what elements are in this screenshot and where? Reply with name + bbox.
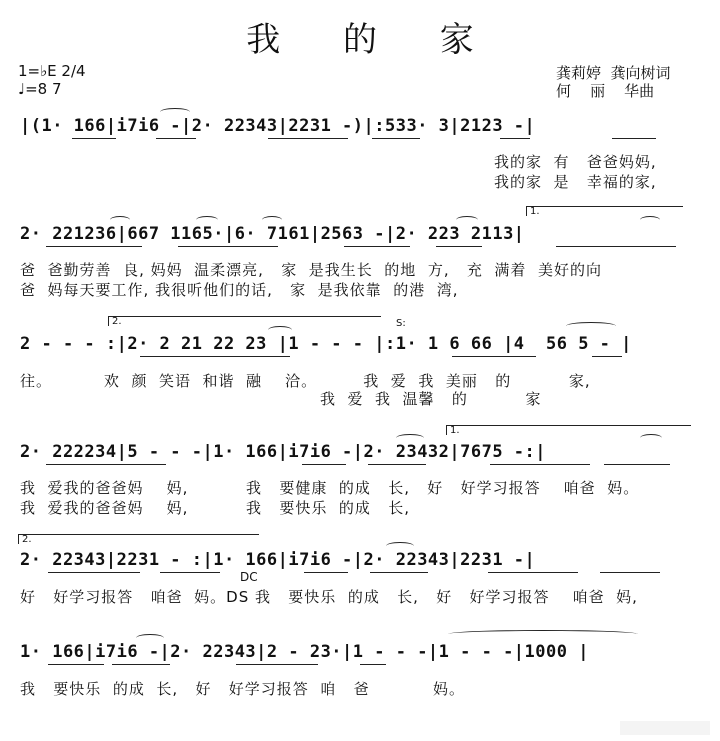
beam-underline [370, 572, 428, 573]
lyric-row-2-verse-2: 爸 妈每天要工作, 我很听他们的话, 家 是我依靠 的港 湾, [20, 281, 459, 299]
slur-mark [196, 216, 218, 224]
segno-mark: S: [396, 318, 406, 329]
beam-underline [112, 664, 170, 665]
lyric-row-1-verse-1: 我的家 有 爸爸妈妈, [494, 153, 657, 171]
tempo-marking: ♩=8 7 [18, 80, 62, 98]
beam-underline [156, 138, 196, 139]
beam-underline [368, 464, 426, 465]
beam-underline [302, 464, 346, 465]
beam-underline [160, 572, 220, 573]
slur-mark [268, 326, 292, 334]
tie-mark [448, 630, 638, 638]
beam-underline [304, 572, 348, 573]
song-title: 我 的 家 [246, 20, 500, 60]
key-signature: 1=♭E 2/4 [18, 62, 86, 80]
beam-underline [268, 138, 348, 139]
composer-credit: 何 丽 华曲 [556, 82, 655, 100]
slur-mark [456, 216, 478, 224]
beam-underline [490, 464, 590, 465]
lyric-row-6: 我 要快乐 的成 长, 好 好学习报答 咱 爸 妈。 [20, 680, 466, 698]
notation-row-2: 2· 221236|667 1165·|6· 7161|2563 -|2· 223 2113| [20, 224, 525, 244]
beam-underline [436, 246, 482, 247]
notation-row-4: 2· 222234|5 - - -|1· 166|i7i6 -|2· 23432|7675 -:| [20, 442, 547, 462]
notation-row-3: 2 - - - :|2· 2 21 22 23 |1 - - - |:1· 1 6 66 |4 56 5 - | [20, 334, 632, 354]
lyric-row-3-verse-2: 我 爱 我 温馨 的 家 [20, 390, 542, 408]
slur-mark [640, 434, 662, 442]
slur-mark [640, 216, 660, 224]
beam-underline [360, 664, 386, 665]
lyric-row-4-verse-1: 我 爱我的爸爸妈 妈, 我 要健康 的成 长, 好 好学习报答 咱爸 妈。 [20, 479, 640, 497]
slur-mark [136, 634, 164, 642]
notation-row-5: 2· 22343|2231 - :|1· 166|i7i6 -|2· 22343|2231 -| [20, 550, 536, 570]
dc-marker: DC [240, 570, 258, 584]
beam-underline [236, 664, 318, 665]
notation-row-1: |(1· 166|i7i6 -|2· 22343|2231 -)|:533· 3|2123 -| [20, 116, 536, 136]
volta-bracket-2 [18, 534, 259, 544]
lyric-row-2-verse-1: 爸 爸勤劳善 良, 妈妈 温柔漂亮, 家 是我生长 的地 方, 充 满着 美好的向 [20, 261, 602, 279]
beam-underline [500, 138, 530, 139]
beam-underline [344, 246, 410, 247]
slur-mark [160, 108, 190, 116]
beam-underline [178, 246, 278, 247]
beam-underline [72, 138, 116, 139]
beam-underline [48, 572, 140, 573]
watermark [620, 721, 710, 735]
slur-mark [262, 216, 282, 224]
lyric-row-1-verse-2: 我的家 是 幸福的家, [494, 173, 657, 191]
beam-underline [46, 464, 166, 465]
lyric-row-5: 好 好学习报答 咱爸 妈。DS 我 要快乐 的成 长, 好 好学习报答 咱爸 妈, [20, 588, 638, 606]
lyric-row-3-verse-1: 往。 欢 颜 笑语 和谐 融 洽。 我 爱 我 美丽 的 家, [20, 372, 591, 390]
beam-underline [140, 356, 290, 357]
beam-underline [372, 138, 420, 139]
volta-1-label-row-4: 1. [450, 425, 460, 436]
beam-underline [604, 464, 670, 465]
beam-underline [452, 356, 536, 357]
lyric-row-4-verse-2: 我 爱我的爸爸妈 妈, 我 要快乐 的成 长, [20, 499, 410, 517]
slur-mark [386, 542, 414, 550]
volta-1-label: 1. [530, 206, 540, 217]
notation-row-6: 1· 166|i7i6 -|2· 22343|2 - 23·|1 - - -|1 - - -|1000 | [20, 642, 589, 662]
beam-underline [488, 572, 578, 573]
beam-underline [46, 246, 142, 247]
beam-underline [600, 572, 660, 573]
slur-mark [396, 434, 424, 442]
volta-bracket-1 [526, 206, 683, 216]
beam-underline [48, 664, 104, 665]
volta-bracket-2 [108, 316, 381, 326]
beam-underline [592, 356, 622, 357]
volta-2-label: 2. [112, 316, 122, 327]
slur-mark [110, 216, 130, 224]
beam-underline [556, 246, 676, 247]
lyricist-credit: 龚莉婷 龚向树词 [556, 64, 671, 82]
beam-underline [612, 138, 656, 139]
volta-2-label-row-5: 2. [22, 534, 32, 545]
slur-mark [566, 322, 616, 330]
